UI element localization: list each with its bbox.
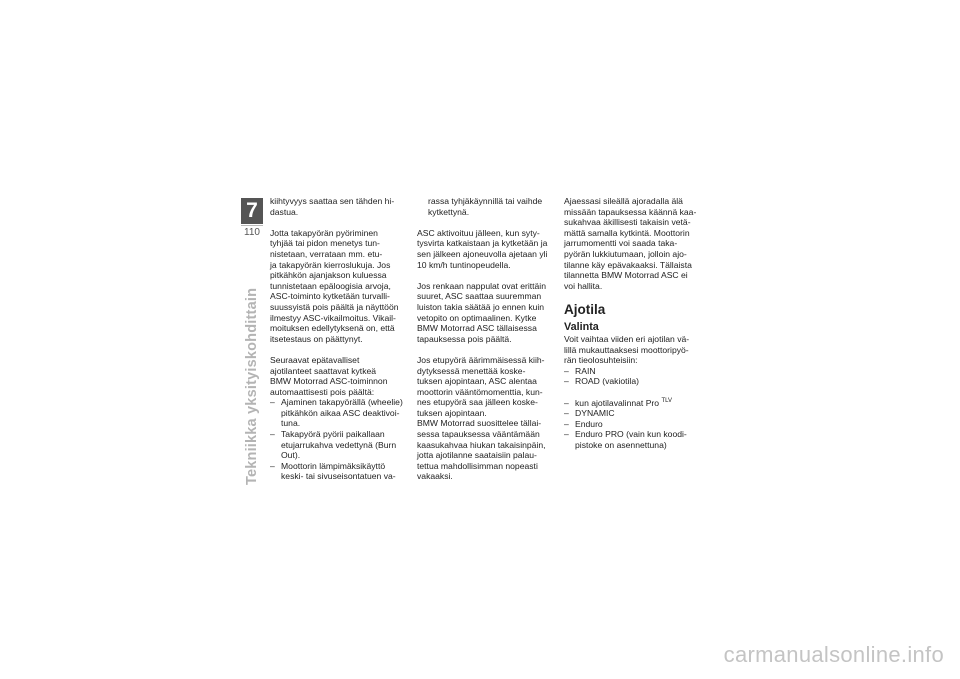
paragraph-acceleration: kiihtyvyys saattaa sen tähden hi- dastua. [270, 196, 395, 217]
paragraph-wheel-spin: Jotta takapyörän pyöriminen tyhjää tai pidon menetys tun- nistetaan, verrataan mm. etu- ja takapyörän kierroslukuja. Jos pitkähkön ajanjakson kuluessa tunnistetaan epäloogisia arvoja, ASC-toiminto kytketään turvalli- suussyistä pois päältä ja näyttöön ilmestyy ASC-vikailmoitus. Vikail- moituksen edellytyksenä on, että itsetestaus on päättynyt. [270, 227, 399, 344]
paragraph-unusual-situations: Seuraavat epätavalliset ajotilanteet saattavat kytkeä BMW Motorrad ASC-toiminnon automaattisesti pois päältä: [270, 354, 388, 397]
list-item: – Enduro [564, 419, 702, 430]
paragraph-continuation: rassa tyhjäkäynnillä tai vaihde kytkettynä. [428, 196, 543, 217]
paragraph-tyre-knobs: Jos renkaan nappulat ovat erittäin suuret, ASC saattaa suuremman luiston takia säätää jo ennen kuin vetopito on optimaalinen. Kytke BMW Motorrad ASC tällaisessa tapauksessa pois päältä. [417, 280, 546, 344]
list-item: – Moottorin lämpimäksikäyttö keski- tai sivuseisontatuen va- [270, 461, 408, 482]
side-chapter-title: Tekniikka yksityiskohdittain [244, 287, 260, 485]
list-item: – Takapyörä pyörii paikallaan etujarrukahva vedettynä (Burn Out). [270, 429, 408, 461]
chapter-number-tab: 7 [241, 198, 263, 224]
paragraph-front-wheel-lift: Jos etupyörä äärimmäisessä kiih- dytyksessä menettää koske- tuksen ajopintaan, ASC alentaa moottorin vääntömomenttia, kun- nes etupyörä saa jälleen koske- tuksen ajopintaan. [417, 354, 545, 418]
section-heading-riding-mode: Ajotila [564, 301, 606, 317]
mode-list-standard [564, 366, 702, 387]
subheading-selection: Valinta [564, 320, 599, 333]
mode-list-pro-intro [564, 398, 702, 409]
paragraph-asc-reactivation: ASC aktivoituu jälleen, kun syty- tysvirta katkaistaan ja kytketään ja sen jälkeen ajoneuvolla ajetaan yli 10 km/h tuntinopeudella. [417, 227, 548, 270]
paragraph-mode-intro: Voit vaihtaa viiden eri ajotilan vä- lillä mukauttaaksesi moottoripyö- rän tieolosuhteisiin: [564, 333, 690, 366]
pro-superscript: TLV [661, 397, 673, 404]
watermark-text: carmanualsonline.info [723, 642, 944, 667]
list-item: – ROAD (vakiotila) [564, 376, 702, 387]
mode-list-pro [564, 408, 702, 450]
list-item: – DYNAMIC [564, 408, 702, 419]
list-item-pro-condition [564, 398, 702, 409]
text-column-1 [270, 196, 408, 493]
paragraph-smooth-road: Ajaessasi sileällä ajoradalla älä missään tapauksessa käännä kaa- sukahvaa äkillisesti takaisin vetä- mättä samalla kytkintä. Moottorin jarrumomentti voi saada taka- pyörän lukkiutumaan, jolloin ajo- tilanne käy epävakaaksi. Tällaista tilannetta BMW Motorrad ASC ei voi hallita. [564, 196, 697, 291]
page-number: 110 [241, 225, 263, 238]
text-column-3 [564, 196, 702, 461]
pro-condition-text: kun ajotilavalinnat Pro [575, 397, 660, 408]
list-item: – Enduro PRO (vain kun koodi- pistoke on asennettuna) [564, 429, 702, 450]
list-item: – RAIN [564, 366, 702, 377]
situation-list [270, 397, 408, 482]
paragraph-recommendation: BMW Motorrad suosittelee tällai- sessa tapauksessa vääntämään kaasukahvaa hiukan takaisinpäin, jotta ajotilanne saataisiin palau- tettua mahdollisimman nopeasti vakaaksi. [417, 418, 546, 482]
list-item: – Ajaminen takapyörällä (wheelie) pitkähkön aikaa ASC deaktivoi- tuna. [270, 397, 408, 429]
side-title-container [243, 287, 263, 505]
text-column-2 [417, 196, 555, 493]
